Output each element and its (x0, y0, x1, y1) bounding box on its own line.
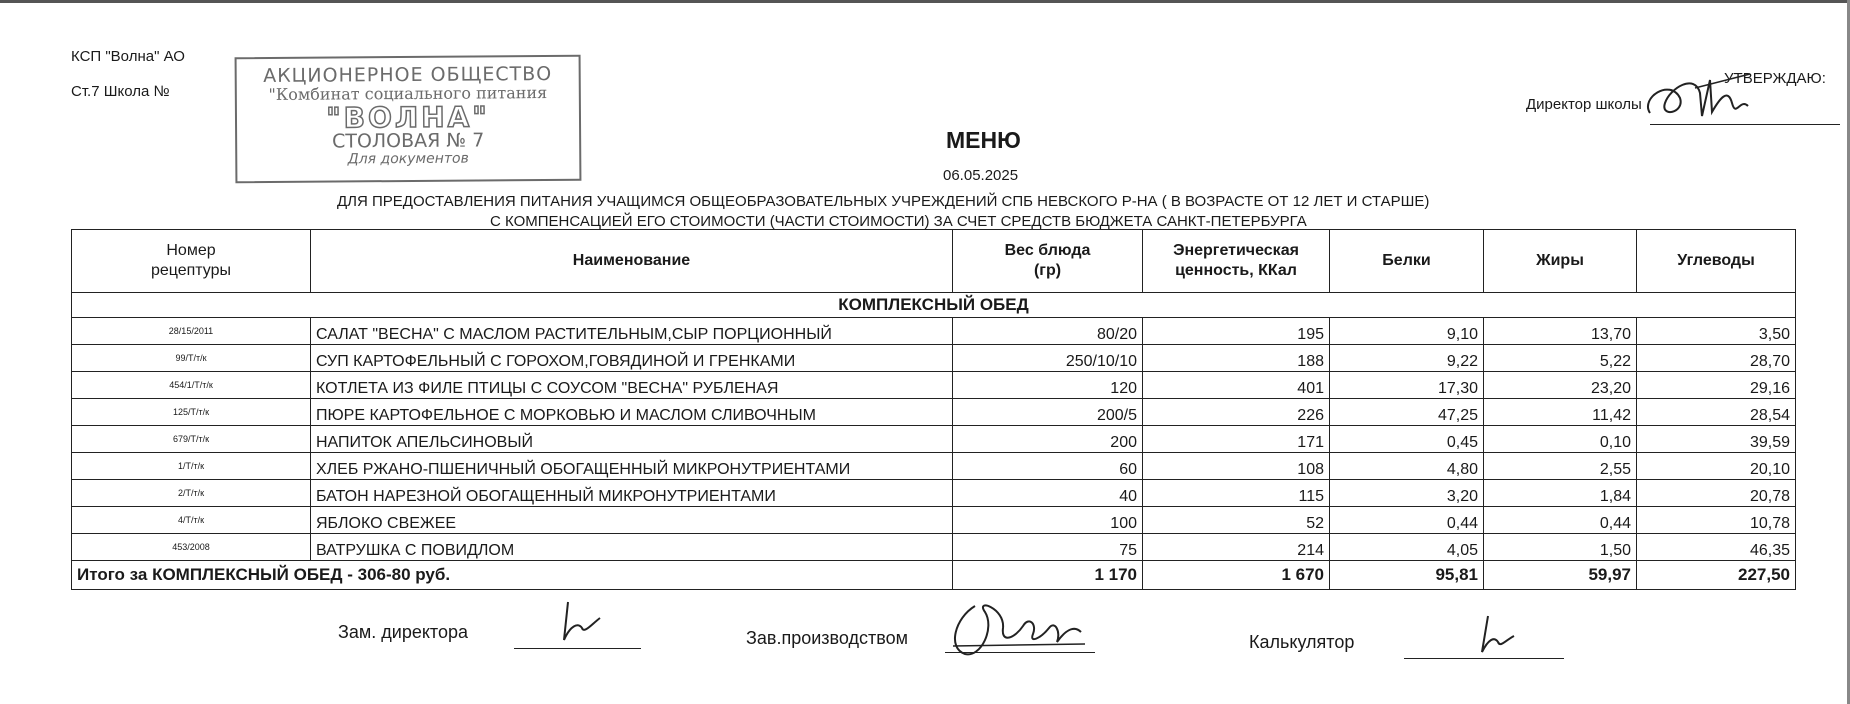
dish-carbs: 20,78 (1637, 480, 1796, 507)
page-title: МЕНЮ (946, 127, 1021, 153)
approve-label: УТВЕРЖДАЮ: (1724, 70, 1826, 87)
dish-name: КОТЛЕТА ИЗ ФИЛЕ ПТИЦЫ С СОУСОМ "ВЕСНА" РУБЛЕНАЯ (311, 372, 953, 399)
total-row (72, 561, 1796, 590)
header-proteins: Белки (1330, 230, 1484, 293)
dish-fats: 1,84 (1484, 480, 1637, 507)
recipe-code: 454/1/Т/т/к (72, 372, 311, 399)
recipe-code: 4/Т/т/к (72, 507, 311, 534)
total-carbs: 227,50 (1637, 561, 1796, 590)
dish-fats: 2,55 (1484, 453, 1637, 480)
dish-energy: 401 (1143, 372, 1330, 399)
deputy-director-label: Зам. директора (338, 622, 468, 642)
header-recipe-line-1: Номер (166, 242, 216, 259)
dish-weight: 100 (953, 507, 1143, 534)
dish-weight: 120 (953, 372, 1143, 399)
menu-date: 06.05.2025 (943, 167, 1019, 184)
deputy-signature (548, 598, 618, 644)
organization-stamp (235, 55, 582, 183)
dish-energy: 171 (1143, 426, 1330, 453)
table-row (72, 453, 1796, 480)
header-weight-line-2: (гр) (1033, 262, 1062, 279)
dish-name: САЛАТ "ВЕСНА" С МАСЛОМ РАСТИТЕЛЬНЫМ,СЫР ПОРЦИОННЫЙ (311, 318, 953, 345)
dish-weight: 250/10/10 (953, 345, 1143, 372)
dish-name: ЯБЛОКО СВЕЖЕЕ (311, 507, 953, 534)
dish-weight: 80/20 (953, 318, 1143, 345)
dish-carbs: 20,10 (1637, 453, 1796, 480)
recipe-code: 1/Т/т/к (72, 453, 311, 480)
table-row (72, 345, 1796, 372)
dish-carbs: 28,54 (1637, 399, 1796, 426)
recipe-code: 679/Т/т/к (72, 426, 311, 453)
table-row (72, 426, 1796, 453)
table-row (72, 372, 1796, 399)
dish-proteins: 9,10 (1330, 318, 1484, 345)
calculator-label: Калькулятор (1249, 632, 1355, 652)
menu-table (71, 229, 1796, 590)
total-fats: 59,97 (1484, 561, 1637, 590)
total-proteins: 95,81 (1330, 561, 1484, 590)
dish-name: СУП КАРТОФЕЛЬНЫЙ С ГОРОХОМ,ГОВЯДИНОЙ И ГРЕНКАМИ (311, 345, 953, 372)
dish-weight: 40 (953, 480, 1143, 507)
dish-energy: 195 (1143, 318, 1330, 345)
recipe-code: 28/15/2011 (72, 318, 311, 345)
table-row (72, 507, 1796, 534)
stamp-line-1: АКЦИОНЕРНОЕ ОБЩЕСТВО (263, 62, 553, 88)
dish-proteins: 0,44 (1330, 507, 1484, 534)
dish-name: ХЛЕБ РЖАНО-ПШЕНИЧНЫЙ ОБОГАЩЕННЫЙ МИКРОНУТРИЕНТАМИ (311, 453, 953, 480)
table-header-row (72, 230, 1796, 293)
header-energy-line-1: Энергетическая (1173, 242, 1299, 259)
stamp-line-2: "Комбинат социального питания (268, 82, 548, 104)
stamp-line-5: Для документов (347, 150, 469, 168)
dish-proteins: 47,25 (1330, 399, 1484, 426)
dish-energy: 52 (1143, 507, 1330, 534)
header-name: Наименование (311, 230, 953, 293)
dish-energy: 214 (1143, 534, 1330, 561)
header-weight (953, 230, 1143, 293)
recipe-code: 125/Т/т/к (72, 399, 311, 426)
dish-name: БАТОН НАРЕЗНОЙ ОБОГАЩЕННЫЙ МИКРОНУТРИЕНТАМИ (311, 480, 953, 507)
dish-carbs: 39,59 (1637, 426, 1796, 453)
dish-energy: 108 (1143, 453, 1330, 480)
header-recipe-line-2: рецептуры (150, 262, 232, 279)
dish-fats: 0,10 (1484, 426, 1637, 453)
subtitle-line-1: ДЛЯ ПРЕДОСТАВЛЕНИЯ ПИТАНИЯ УЧАЩИМСЯ ОБЩЕОБРАЗОВАТЕЛЬНЫХ УЧРЕЖДЕНИЙ СПБ НЕВСКОГО Р-НА ( В ВОЗРАСТЕ ОТ 12 ЛЕТ И СТАРШЕ) (337, 193, 1430, 210)
dish-fats: 1,50 (1484, 534, 1637, 561)
section-title: КОМПЛЕКСНЫЙ ОБЕД (72, 293, 1796, 318)
dish-carbs: 29,16 (1637, 372, 1796, 399)
dish-carbs: 10,78 (1637, 507, 1796, 534)
stamp-line-4: СТОЛОВАЯ № 7 (331, 129, 485, 153)
org-name: КСП "Волна" АО (71, 48, 185, 65)
dish-fats: 11,42 (1484, 399, 1637, 426)
dish-name: ВАТРУШКА С ПОВИДЛОМ (311, 534, 953, 561)
recipe-code: 99/Т/т/к (72, 345, 311, 372)
table-row (72, 480, 1796, 507)
top-border (0, 0, 1850, 3)
director-label: Директор школы (1526, 96, 1642, 113)
dish-weight: 200/5 (953, 399, 1143, 426)
dish-weight: 60 (953, 453, 1143, 480)
dish-fats: 5,22 (1484, 345, 1637, 372)
recipe-code: 2/Т/т/к (72, 480, 311, 507)
school-number: Ст.7 Школа № (71, 83, 170, 100)
calculator-signature (1466, 612, 1526, 656)
dish-carbs: 3,50 (1637, 318, 1796, 345)
header-recipe (72, 230, 311, 293)
total-weight: 1 170 (953, 561, 1143, 590)
dish-name: ПЮРЕ КАРТОФЕЛЬНОЕ С МОРКОВЬЮ И МАСЛОМ СЛИВОЧНЫМ (311, 399, 953, 426)
dish-proteins: 4,05 (1330, 534, 1484, 561)
dish-proteins: 17,30 (1330, 372, 1484, 399)
dish-fats: 13,70 (1484, 318, 1637, 345)
production-manager-signature (945, 598, 1095, 660)
header-carbs: Углеводы (1637, 230, 1796, 293)
director-signature (1640, 68, 1760, 128)
section-row (72, 293, 1796, 318)
recipe-code: 453/2008 (72, 534, 311, 561)
deputy-signature-line (514, 648, 641, 649)
table-row (72, 318, 1796, 345)
dish-energy: 226 (1143, 399, 1330, 426)
dish-carbs: 46,35 (1637, 534, 1796, 561)
stamp-line-3: "ВОЛНА" (326, 100, 490, 135)
dish-energy: 188 (1143, 345, 1330, 372)
calculator-signature-line (1404, 658, 1564, 659)
dish-name: НАПИТОК АПЕЛЬСИНОВЫЙ (311, 426, 953, 453)
dish-weight: 75 (953, 534, 1143, 561)
dish-fats: 23,20 (1484, 372, 1637, 399)
dish-carbs: 28,70 (1637, 345, 1796, 372)
dish-proteins: 9,22 (1330, 345, 1484, 372)
dish-proteins: 0,45 (1330, 426, 1484, 453)
dish-proteins: 4,80 (1330, 453, 1484, 480)
dish-fats: 0,44 (1484, 507, 1637, 534)
header-energy-line-2: ценность, ККал (1175, 262, 1297, 279)
dish-energy: 115 (1143, 480, 1330, 507)
production-manager-label: Зав.производством (746, 628, 908, 648)
table-row (72, 534, 1796, 561)
dish-weight: 200 (953, 426, 1143, 453)
subtitle-line-2: С КОМПЕНСАЦИЕЙ ЕГО СТОИМОСТИ (ЧАСТИ СТОИМОСТИ) ЗА СЧЕТ СРЕДСТВ БЮДЖЕТА САНКТ-ПЕТЕРБУРГА (490, 213, 1307, 230)
header-fats: Жиры (1484, 230, 1637, 293)
dish-proteins: 3,20 (1330, 480, 1484, 507)
total-energy: 1 670 (1143, 561, 1330, 590)
header-weight-line-1: Вес блюда (1004, 242, 1091, 259)
header-energy (1143, 230, 1330, 293)
total-label: Итого за КОМПЛЕКСНЫЙ ОБЕД - 306-80 руб. (72, 561, 953, 590)
table-row (72, 399, 1796, 426)
